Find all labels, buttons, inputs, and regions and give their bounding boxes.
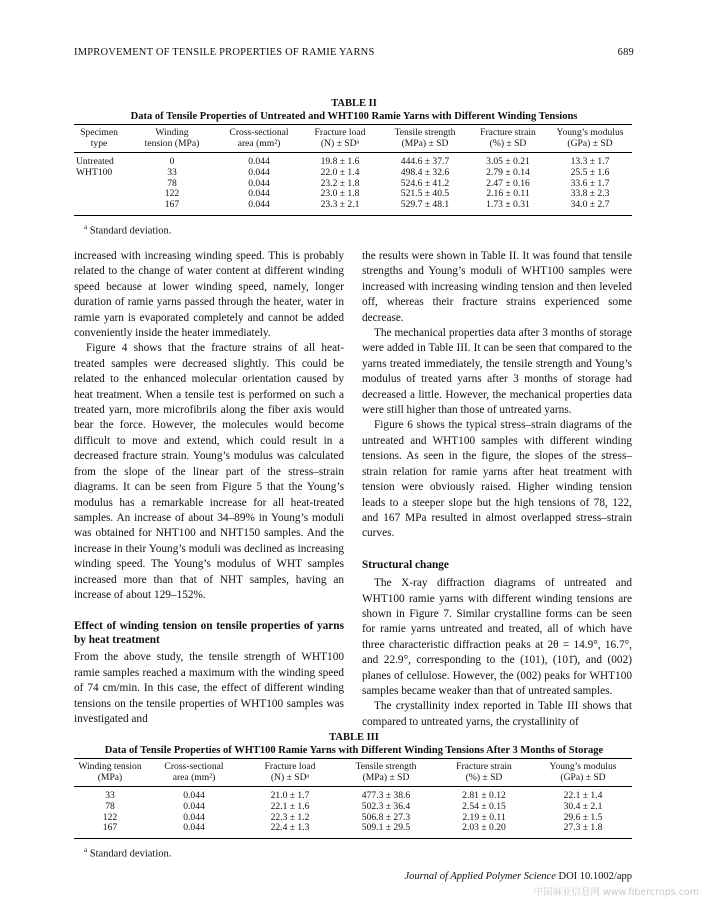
table3-body (74, 787, 632, 839)
running-header (74, 47, 634, 58)
table-cell (74, 200, 124, 215)
table3-header-cell: (MPa) (74, 772, 146, 787)
table-cell: 521.5 ± 40.5 (400, 188, 450, 200)
table-row (74, 787, 632, 802)
table-cell: 29.6 ± 1.5 (563, 811, 603, 823)
right-paragraph-2: The mechanical properties data after 3 months of storage were added in Table III. It can be seen that compared to the yarns treated immediately, the tensile strength and Young’s modulus of treated yarns after 3 months of storage had decreased a little. However, the mechanical properties data were still higher than those of untreated yarns. (362, 327, 632, 417)
doi: DOI 10.1002/app (558, 871, 632, 882)
table2-header-cell: (MPa) ± SD (382, 138, 468, 153)
table3-footnote-text: Standard deviation. (89, 848, 172, 860)
table-cell: 22.0 ± 1.4 (320, 166, 360, 178)
table-cell: 2.79 ± 0.14 (486, 166, 530, 178)
table-cell: 23.3 ± 2.1 (298, 200, 382, 215)
table2-header-cell: Fracture strain (468, 125, 548, 139)
table3-header-cell: (N) ± SDᵃ (242, 772, 338, 787)
table2-body (74, 153, 632, 216)
section-heading-structural-change: Structural change (362, 558, 449, 571)
table-cell: 498.4 ± 32.6 (400, 166, 450, 178)
table-cell: 22.1 ± 1.4 (563, 790, 603, 801)
table3-header-cell: Young’s modulus (534, 759, 632, 773)
table-cell: 1.73 ± 0.31 (468, 200, 548, 215)
table3-caption: Data of Tensile Properties of WHT100 Ramie Yarns with Different Winding Tensions After 3 Months of Storage (104, 745, 604, 756)
table-cell: 34.0 ± 2.7 (548, 200, 632, 215)
table-cell: 23.0 ± 1.8 (320, 188, 360, 200)
table3-header-cell: (%) ± SD (434, 772, 534, 787)
table-cell: 23.2 ± 1.8 (320, 177, 360, 189)
table2-header-row (74, 125, 632, 139)
table2-header-cell: Winding (124, 125, 220, 139)
table-row (74, 168, 632, 179)
table-cell: 78 (105, 800, 115, 812)
table-cell: 25.5 ± 1.6 (570, 166, 610, 178)
left-paragraph-2: Figure 4 shows that the fracture strains of all heat-treated samples were decreased slightly. This could be related to the enhanced molecular orientation caused by heat treatment. When a tensile test is performed on such a treated yarn, more microfibrils along the fiber axis would bear the force. However, the molecules would become difficult to move and extend, which could result in a decreased fracture strain. Young’s modulus was calculated from the slope of the linear part of the stress–strain diagrams. It can be seen from Figure 5 that the Young’s modulus has a remarkable increase for all heat-treated samples. An increase of about 34–89% in Young’s moduli was obtained for NHT100 and NHT150 samples. And the increase in their Young’s moduli was declined as increasing winding speed. The Young’s modulus of WHT samples increased more than that of NHT samples, having an increase of about 129–152%. (74, 342, 344, 601)
right-column (362, 249, 632, 730)
table2-header-cell: (%) ± SD (468, 138, 548, 153)
table-cell: 0.044 (220, 200, 298, 215)
table-cell: 477.3 ± 38.6 (361, 790, 411, 801)
table-cell (74, 189, 124, 200)
table-row (74, 153, 632, 168)
table2 (74, 124, 632, 216)
table2-header-cell: area (mm²) (220, 138, 298, 153)
left-paragraph-1: increased with increasing winding speed. This is probably related to the change of water content at different winding speed because at lower winding speed, namely, longer duration of ramie yarns passed through the heater, water in ramie yarn is evaporated completely and cannot be added conveniently inside the heater immediately. (74, 250, 344, 340)
table-cell: 122 (102, 811, 118, 823)
table-cell: Untreated (76, 156, 114, 167)
table-cell: 167 (124, 200, 220, 215)
table3-header-row-2 (74, 772, 632, 787)
journal-footer (404, 871, 632, 882)
table-cell: 0.044 (248, 166, 270, 178)
table3-footnote (84, 846, 171, 860)
page-number: 689 (617, 47, 634, 58)
table2-header-cell: Fracture load (298, 125, 382, 139)
table-row (74, 200, 632, 215)
table2-header-cell: Young’s modulus (548, 125, 632, 139)
table-cell: 509.1 ± 29.5 (338, 823, 434, 838)
table-cell: 0.044 (183, 811, 205, 823)
table2-header-cell: Specimen (74, 125, 124, 139)
table2-header-cell: tension (MPa) (124, 138, 220, 153)
table-cell: 506.8 ± 27.3 (361, 811, 411, 823)
table-cell: 3.05 ± 0.21 (486, 156, 530, 167)
table-cell: 21.0 ± 1.7 (270, 790, 310, 801)
table3-header-row (74, 759, 632, 773)
table3-label: TABLE III (329, 732, 379, 743)
table2-caption: Data of Tensile Properties of Untreated and WHT100 Ramie Yarns with Different Winding Tensions (130, 111, 578, 122)
table2-footnote-mark: a (84, 223, 88, 231)
table-cell (74, 179, 124, 190)
table-cell: 0.044 (183, 790, 205, 801)
running-title: IMPROVEMENT OF TENSILE PROPERTIES OF RAMIE YARNS (74, 47, 375, 58)
table2-header-cell: (GPa) ± SD (548, 138, 632, 153)
table3-footnote-mark: a (84, 846, 88, 854)
table-cell: 13.3 ± 1.7 (570, 156, 610, 167)
table-cell: 167 (74, 823, 146, 838)
table-cell: 78 (167, 177, 177, 189)
table2-footnote-text: Standard deviation. (89, 225, 172, 237)
table3 (74, 758, 632, 839)
right-paragraph-1: the results were shown in Table II. It was found that tensile strengths and Young’s moduli of WHT100 samples were increased with increasing winding tension and then leveled off, whereas their fracture strains experienced some decrease. (362, 250, 632, 324)
table2-header-cell: type (74, 138, 124, 153)
left-column (74, 249, 344, 727)
table-cell: 0.044 (248, 156, 270, 167)
table2-caption-block (74, 97, 634, 123)
table-cell: 2.16 ± 0.11 (486, 188, 530, 200)
table-cell: 0 (169, 156, 175, 167)
table-cell: 0.044 (248, 188, 270, 200)
table-cell: 0.044 (146, 823, 242, 838)
table-cell: 33.8 ± 2.3 (570, 188, 610, 200)
table-cell: 2.47 ± 0.16 (486, 177, 530, 189)
table-cell: 22.3 ± 1.2 (270, 811, 310, 823)
table2-footnote (84, 223, 171, 237)
table2-header-cell: Cross-sectional (220, 125, 298, 139)
table-cell: 122 (164, 188, 180, 200)
table-cell: 30.4 ± 2.1 (563, 800, 603, 812)
table-row (74, 813, 632, 824)
right-paragraph-4: The X-ray diffraction diagrams of untreated and WHT100 ramie yarns with different winding tensions are shown in Figure 7. Similar crystalline forms can be seen for ramie yarns untreated and treated, all of which have three characteristic diffraction peaks at 2θ = 14.9°, 16.7°, and 22.9°, corresponding to the (101), (101̄), and (002) planes of cellulose. However, the (002) peaks for WHT100 samples became weaker than that of untreated samples. (362, 577, 632, 697)
table-cell: 2.19 ± 0.11 (462, 811, 506, 823)
table-cell: 33 (105, 790, 115, 801)
table2-header-cell: (N) ± SDᵃ (298, 138, 382, 153)
table3-header-cell: Fracture load (242, 759, 338, 773)
table-cell: 0.044 (248, 177, 270, 189)
right-paragraph-3: Figure 6 shows the typical stress–strain diagrams of the untreated and WHT100 samples with different winding tensions. As seen in the figure, the slopes of the stress–strain relation for ramie yarns after heat treatment with tension were obviously raised. Higher winding tension leads to a steeper slope but the high tensions of 78, 122, and 167 MPa resulted in almost overlapped stress–strain curves. (362, 419, 632, 540)
table3-caption-block (74, 731, 634, 757)
table3-header-cell: Cross-sectional (146, 759, 242, 773)
table-cell: WHT100 (76, 166, 113, 178)
table3-header-cell: Tensile strength (338, 759, 434, 773)
watermark: 中国麻业信息网 www.fibercrops.com (533, 887, 699, 898)
right-paragraph-5: The crystallinity index reported in Table III shows that compared to untreated yarns, the crystallinity of (362, 700, 632, 728)
section-heading-winding-tension: Effect of winding tension on tensile properties of yarns by heat treatment (74, 620, 344, 647)
table3-header-cell: (MPa) ± SD (338, 772, 434, 787)
table-cell: 529.7 ± 48.1 (382, 200, 468, 215)
table-cell: 22.4 ± 1.3 (242, 823, 338, 838)
journal-name: Journal of Applied Polymer Science (404, 871, 556, 882)
table2-label: TABLE II (331, 98, 377, 109)
table-cell: 22.1 ± 1.6 (270, 800, 310, 812)
table-cell: 0.044 (183, 800, 205, 812)
table3-header-cell: Fracture strain (434, 759, 534, 773)
table-cell: 33 (167, 166, 177, 178)
table-row (74, 802, 632, 813)
table-cell: 502.3 ± 36.4 (361, 800, 411, 812)
table-cell: 2.54 ± 0.15 (462, 800, 506, 812)
table3-header-cell: (GPa) ± SD (534, 772, 632, 787)
table-cell: 27.3 ± 1.8 (534, 823, 632, 838)
table-cell: 2.81 ± 0.12 (462, 790, 506, 801)
table2-header-cell: Tensile strength (382, 125, 468, 139)
table3-header-cell: area (mm²) (146, 772, 242, 787)
left-paragraph-3: From the above study, the tensile strength of WHT100 ramie samples reached a maximum with the winding speed of 74 cm/min. In this case, the effect of different winding tensions on the tensile properties of WHT100 samples was investigated and (74, 651, 344, 725)
table-cell: 33.6 ± 1.7 (570, 177, 610, 189)
table3-header-cell: Winding tension (74, 759, 146, 773)
table-cell: 444.6 ± 37.7 (400, 156, 450, 167)
table-cell: 2.03 ± 0.20 (434, 823, 534, 838)
table-cell: 19.8 ± 1.6 (320, 156, 360, 167)
table-row (74, 823, 632, 838)
table2-header-row-2 (74, 138, 632, 153)
table-cell: 524.6 ± 41.2 (400, 177, 450, 189)
